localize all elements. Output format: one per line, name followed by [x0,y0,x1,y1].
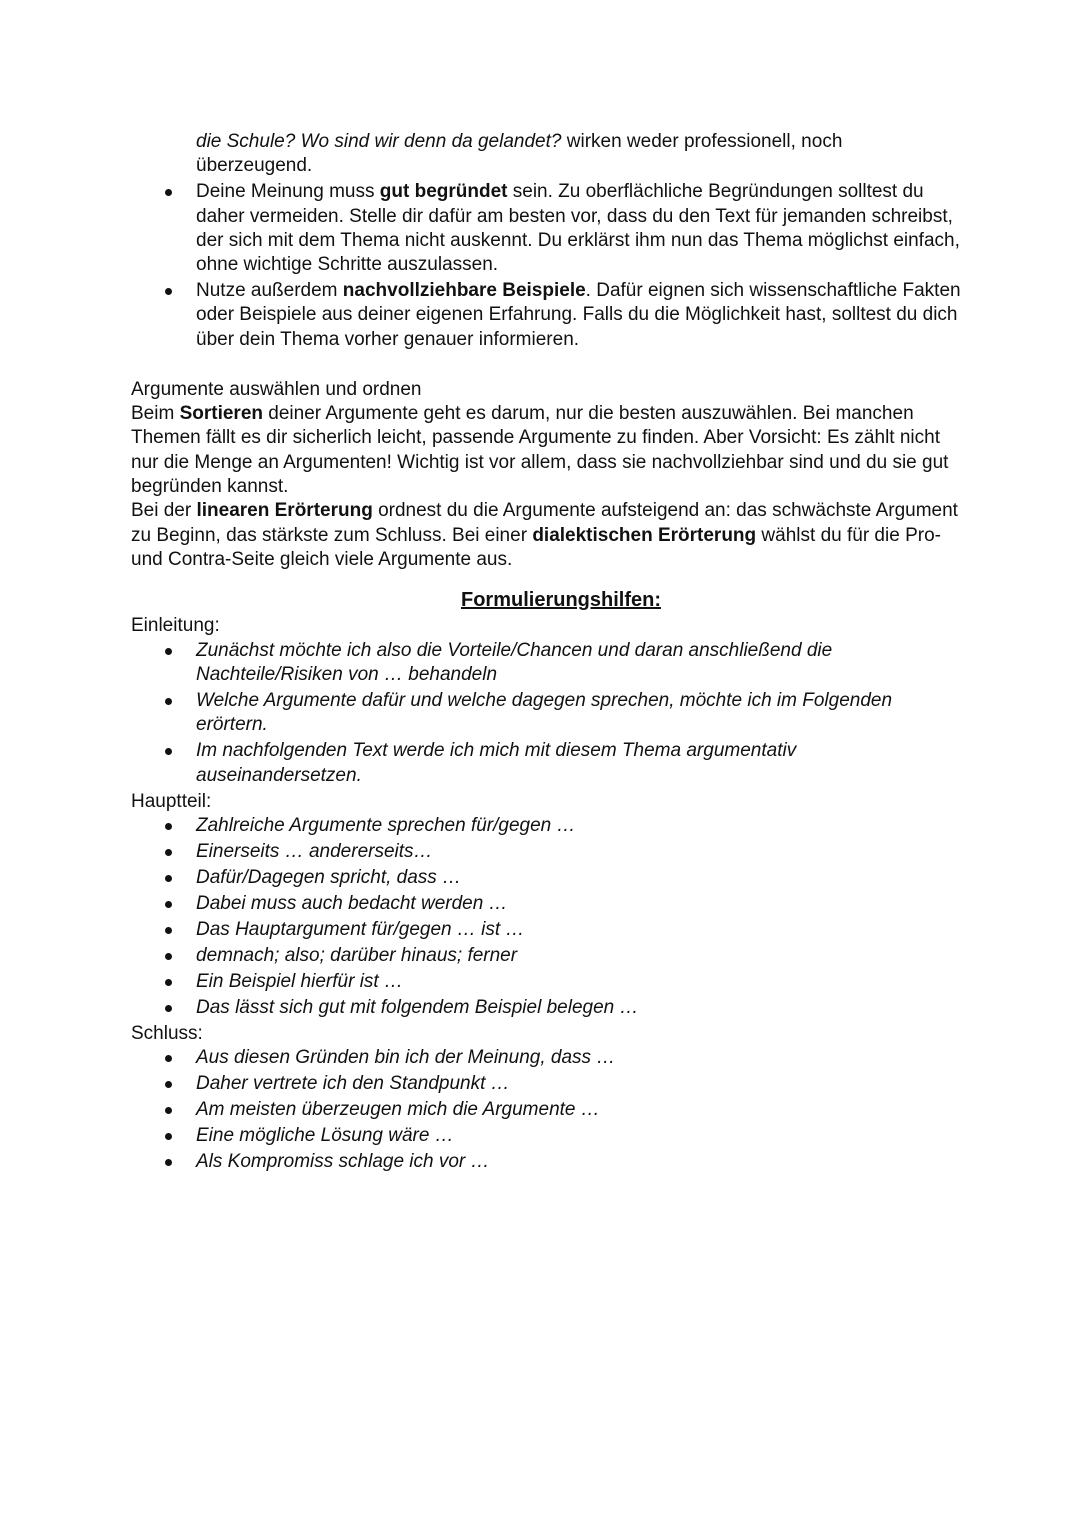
bold-text: dialektischen Erörterung [532,524,757,546]
label-schluss: Schluss: [131,1022,203,1044]
list-item [131,1072,961,1096]
document-content [131,130,961,1176]
phrase: Einerseits … andererseits… [196,840,433,862]
bullet-icon [165,1133,172,1140]
list-item [131,1124,961,1148]
list-item [131,1150,961,1174]
list-item [131,996,961,1020]
phrase: Das lässt sich gut mit folgendem Beispiel belegen … [196,996,639,1018]
phrase: Am meisten überzeugen mich die Argumente … [196,1098,600,1120]
list-item [131,918,961,942]
phrase: Daher vertrete ich den Standpunkt … [196,1073,510,1094]
bullet-icon [165,189,172,196]
phrase: Dabei muss auch bedacht werden … [196,892,508,914]
bullet-icon [165,1005,172,1012]
bullet-icon [165,979,172,986]
text: deiner Argumente geht es darum, nur die besten auszuwählen. Bei manchen Themen fällt es dir sicherlich leicht, passende Argumente zu finden. Aber Vorsicht: Es zählt nicht nur die Menge an Argumenten! Wichtig ist vor allem, dass sie nachvollziehbar sind und du sie gut begründen kannst. [131,403,949,497]
italic-quote: die Schule? Wo sind wir denn da gelandet? [196,131,562,152]
list-item [131,892,961,916]
bullet-icon [165,953,172,960]
bullet-icon [165,1107,172,1114]
paragraph-sorting [131,402,961,499]
section-title: Argumente auswählen und ordnen [131,378,422,400]
list-item [131,739,961,788]
spacer [131,354,961,378]
text: sein. Zu oberflächliche Begründungen solltest du daher vermeiden. Stelle dir dafür am besten vor, dass du den Text für jemanden schreibst, der sich mit dem Thema nicht auskennt. Du erklärst ihm nun das Thema möglichst einfach, ohne wichtige Schritte auszulassen. [196,181,960,276]
bullet-icon [165,901,172,908]
phrase: Welche Argumente dafür und welche dagegen sprechen, möchte ich im Folgenden erörtern. [196,689,893,736]
list-item [131,866,961,890]
bold-text: gut begründet [379,181,508,203]
text: Deine Meinung muss [196,181,380,203]
bold-text: nachvollziehbare Beispiele [342,280,586,302]
list-item [131,689,961,738]
bullet-icon [165,875,172,882]
paragraph-order [131,499,961,572]
list-item [131,970,961,994]
bullet-icon [165,648,172,655]
list-item [131,639,961,688]
list-item [131,814,961,838]
list-item-continuation [131,130,961,179]
list-item [131,180,961,277]
label-hauptteil: Hauptteil: [131,790,212,812]
einleitung-list [131,639,961,788]
phrase: Im nachfolgenden Text werde ich mich mit diesem Thema argumentativ auseinandersetzen. [196,740,797,786]
phrase: demnach; also; darüber hinaus; ferner [196,944,518,966]
list-item [131,840,961,864]
heading-formulierungshilfen: Formulierungshilfen: [461,589,661,612]
list-item [131,279,961,352]
bullet-icon [165,823,172,830]
text: Nutze außerdem [196,280,343,302]
phrase: Zunächst möchte ich also die Vorteile/Chancen und daran anschließend die Nachteile/Risiken von … behandeln [196,639,833,685]
phrase: Das Hauptargument für/gegen … ist … [196,918,525,940]
list-item [131,1098,961,1122]
phrase: Dafür/Dagegen spricht, dass … [196,866,462,888]
bullet-icon [165,288,172,295]
bullet-icon [165,927,172,934]
text: wählst du für die Pro- und Contra-Seite gleich viele Argumente aus. [131,524,941,570]
hauptteil-list [131,814,961,1020]
bullet-icon [165,1081,172,1088]
schluss-list [131,1046,961,1174]
intro-bullet-list [131,130,961,352]
text: wirken weder professionell, noch überzeugend. [196,131,843,177]
bullet-icon [165,849,172,856]
phrase: Zahlreiche Argumente sprechen für/gegen … [196,814,576,836]
text: ordnest du die Argumente aufsteigend an: das schwächste Argument zu Beginn, das stärkste zum Schluss. Bei einer [131,500,958,546]
phrase: Ein Beispiel hierfür ist … [196,970,403,992]
text: . Dafür eignen sich wissenschaftliche Fakten oder Beispiele aus deiner eigenen Erfahrung. Falls du die Möglichkeit hast, solltest du dich über dein Thema vorher genauer informieren. [196,280,961,350]
label-einleitung: Einleitung: [131,615,220,637]
bullet-icon [165,748,172,755]
list-item [131,1046,961,1070]
phrase: Eine mögliche Lösung wäre … [196,1124,454,1146]
list-item [131,944,961,968]
bold-text: linearen Erörterung [196,500,373,522]
bullet-icon [165,698,172,705]
text: Beim [131,403,180,425]
bold-text: Sortieren [179,403,263,425]
bullet-icon [165,1159,172,1166]
bullet-icon [165,1055,172,1062]
phrase: Aus diesen Gründen bin ich der Meinung, dass … [196,1047,616,1069]
text: Bei der [131,500,197,522]
phrase: Als Kompromiss schlage ich vor … [196,1150,490,1172]
